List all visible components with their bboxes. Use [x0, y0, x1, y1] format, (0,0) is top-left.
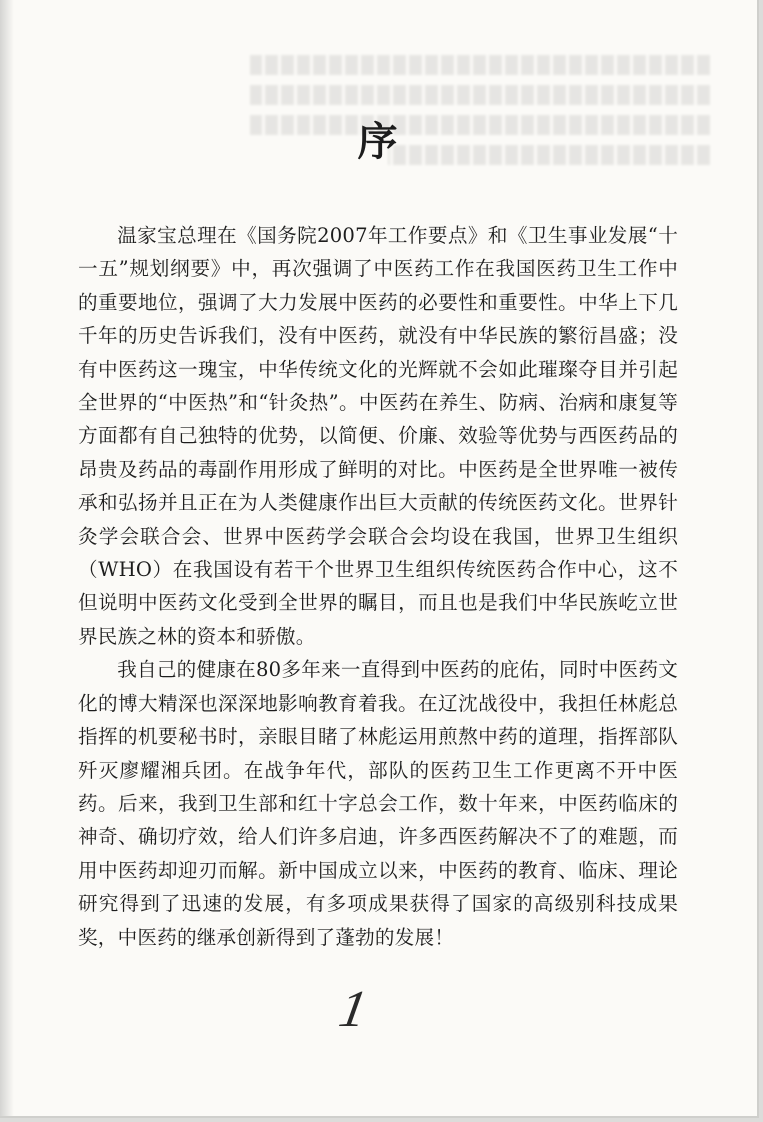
page-title: 序	[357, 118, 400, 165]
paragraph-1: 温家宝总理在《国务院2007年工作要点》和《卫生事业发展“十一五”规划纲要》中，再次强调了中医药工作在我国医药卫生工作中的重要地位，强调了大力发展中医药的必要性和重要性。中华上下几千年的历史告诉我们，没有中医药，就没有中华民族的繁衍昌盛；没有中医药这一瑰宝，中华传统文化的光辉就不会如此璀璨夺目并引起全世界的“中医热”和“针灸热”。中医药在养生、防病、治病和康复等方面都有自己独特的优势，以简便、价廉、效验等优势与西医药品的昂贵及药品的毒副作用形成了鲜明的对比。中医药是全世界唯一被传承和弘扬并且正在为人类健康作出巨大贡献的传统医药文化。世界针灸学会联合会、世界中医药学会联合会均设在我国，世界卫生组织（WHO）在我国设有若干个世界卫生组织传统医药合作中心，这不但说明中医药文化受到全世界的瞩目，而且也是我们中华民族屹立世界民族之林的资本和骄傲。	[78, 224, 678, 648]
paragraph-2: 我自己的健康在80多年来一直得到中医药的庇佑，同时中医药文化的博大精深也深深地影响教育着我。在辽沈战役中，我担任林彪总指挥的机要秘书时，亲眼目睹了林彪运用煎熬中药的道理，指挥部队歼灭廖耀湘兵团。在战争年代，部队的医药卫生工作更离不开中医药。后来，我到卫生部和红十字总会工作，数十年来，中医药临床的神奇、确切疗效，给人们许多启迪，许多西医药解决不了的难题，而用中医药却迎刃而解。新中国成立以来，中医药的教育、临床、理论研究得到了迅速的发展，有多项成果获得了国家的高级别科技成果奖，中医药的继承创新得到了蓬勃的发展！	[78, 658, 678, 949]
binding-shadow	[0, 0, 14, 1116]
page-number: 1	[334, 981, 372, 1038]
body-text	[78, 219, 678, 954]
